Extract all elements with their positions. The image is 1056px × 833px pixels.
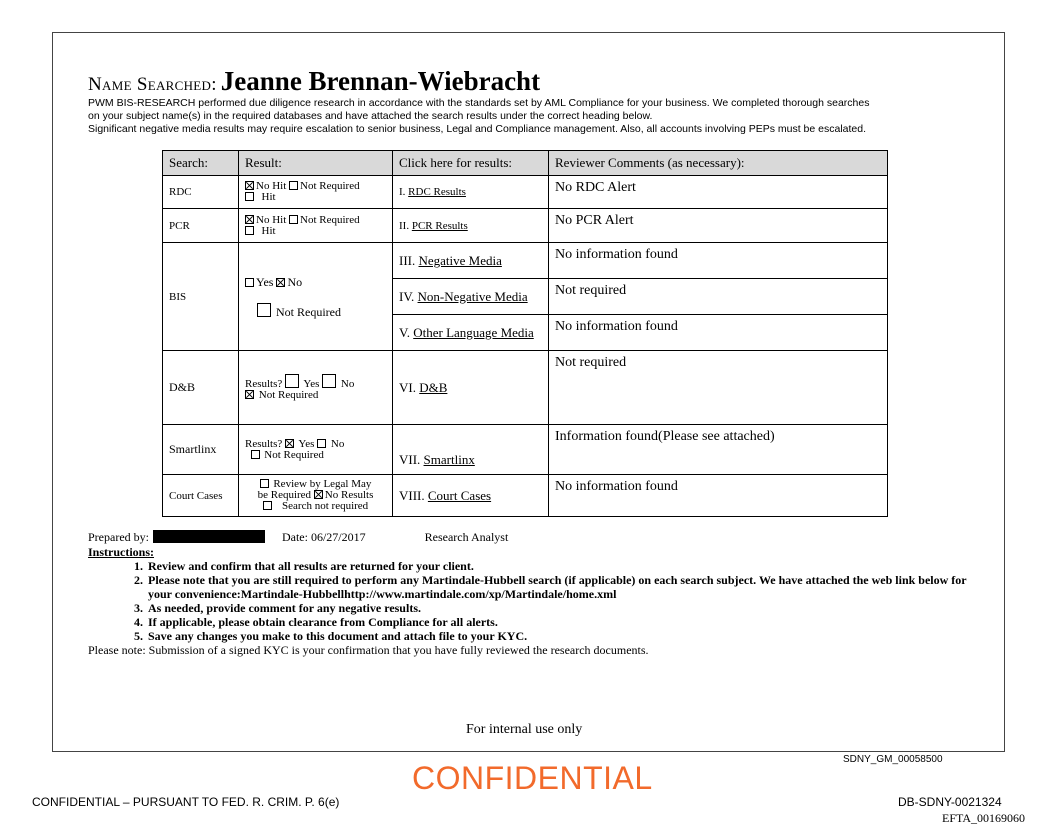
checkbox-checked[interactable]	[245, 215, 254, 224]
checkbox[interactable]	[245, 226, 254, 235]
comment-db: Not required	[549, 351, 888, 425]
list-item: 4. If applicable, please obtain clearance from Compliance for all alerts.	[146, 615, 988, 629]
link-cell-db: VI. D&B	[393, 351, 549, 425]
col-header-result: Result:	[239, 151, 393, 176]
confidential-rule-notice: CONFIDENTIAL – PURSUANT TO FED. R. CRIM. P. 6(e)	[32, 795, 340, 809]
results-table	[162, 150, 888, 517]
name-searched-heading	[88, 66, 540, 97]
table-row-bis	[163, 243, 888, 279]
checkbox-checked[interactable]	[276, 278, 285, 287]
checkbox-checked[interactable]	[245, 390, 254, 399]
efta-number: EFTA_00169060	[942, 811, 1026, 825]
link-cell-non-negative-media: IV. Non-Negative Media	[393, 279, 549, 315]
checkbox[interactable]	[263, 501, 272, 510]
table-row-smartlinx	[163, 425, 888, 475]
table-row-court-cases	[163, 475, 888, 517]
prepared-role: Research Analyst	[424, 530, 509, 544]
checkbox-checked[interactable]	[314, 490, 323, 499]
checkbox[interactable]	[289, 215, 298, 224]
link-cell-court-cases: VIII. Court Cases	[393, 475, 549, 517]
kyc-note: Please note: Submission of a signed KYC is your confirmation that you have fully reviewed the research documents.	[88, 643, 649, 657]
prepared-by-line	[88, 530, 508, 545]
checkbox[interactable]	[285, 374, 299, 388]
search-smartlinx: Smartlinx	[163, 425, 239, 475]
search-court-cases: Court Cases	[163, 475, 239, 517]
checkbox[interactable]	[260, 479, 269, 488]
checkbox[interactable]	[245, 278, 254, 287]
search-pcr: PCR	[163, 209, 239, 243]
col-header-search: Search:	[163, 151, 239, 176]
intro-line: PWM BIS-RESEARCH performed due diligence research in accordance with the standards set by AML Compliance for your business. We completed thorough searches	[88, 97, 870, 109]
checkbox[interactable]	[251, 450, 260, 459]
list-item: 2. Please note that you are still required to perform any Martindale-Hubbell search (if applicable) on each search subject. We have attached the web link below for your convenience:Martindale-Hubbellhttp://www.martindale.com/xp/Martindale/home.xml	[146, 573, 988, 601]
other-language-media-link[interactable]: Other Language Media	[413, 324, 534, 340]
col-header-link: Click here for results:	[393, 151, 549, 176]
db-link[interactable]: D&B	[419, 379, 448, 395]
col-header-comments: Reviewer Comments (as necessary):	[549, 151, 888, 176]
court-cases-link[interactable]: Court Cases	[427, 487, 492, 503]
link-cell-negative-media: III. Negative Media	[393, 243, 549, 279]
search-rdc: RDC	[163, 176, 239, 209]
sdny-bates-number: SDNY_GM_00058500	[843, 754, 943, 765]
intro-line: Significant negative media results may require escalation to senior business, Legal and Compliance management. Also, all accounts involving PEPs must be escalated.	[88, 123, 867, 135]
checkbox[interactable]	[257, 303, 271, 317]
pcr-results-link[interactable]: PCR Results	[411, 219, 468, 232]
comment-rdc: No RDC Alert	[549, 176, 888, 209]
search-bis: BIS	[163, 243, 239, 351]
instructions-heading: Instructions:	[88, 545, 155, 559]
comment-pcr: No PCR Alert	[549, 209, 888, 243]
checkbox[interactable]	[245, 192, 254, 201]
link-cell-other-language-media: V. Other Language Media	[393, 315, 549, 351]
result-db: Results? Yes No Not Required	[239, 351, 393, 425]
checkbox-checked[interactable]	[285, 439, 294, 448]
subject-name: Jeanne Brennan-Wiebracht	[220, 66, 541, 96]
prepared-by-label: Prepared by:	[88, 530, 149, 544]
checkbox-checked[interactable]	[245, 181, 254, 190]
result-smartlinx: Results? Yes No Not Required	[239, 425, 393, 475]
search-db: D&B	[163, 351, 239, 425]
link-cell-pcr: II. PCR Results	[393, 209, 549, 243]
table-row-pcr	[163, 209, 888, 243]
non-negative-media-link[interactable]: Non-Negative Media	[417, 288, 528, 304]
list-item: 5. Save any changes you make to this document and attach file to your KYC.	[146, 629, 988, 643]
intro-line: on your subject name(s) in the required databases and have attached the search results under the correct heading below.	[88, 110, 653, 122]
comment-court-cases: No information found	[549, 475, 888, 517]
intro-text	[88, 97, 988, 136]
internal-use-label: For internal use only	[466, 722, 583, 737]
checkbox[interactable]	[322, 374, 336, 388]
list-item: 3. As needed, provide comment for any negative results.	[146, 601, 988, 615]
result-bis: Yes No Not Required	[239, 243, 393, 351]
negative-media-link[interactable]: Negative Media	[418, 252, 502, 268]
checkbox[interactable]	[317, 439, 326, 448]
comment-negative-media: No information found	[549, 243, 888, 279]
comment-other-language-media: No information found	[549, 315, 888, 351]
table-row-rdc	[163, 176, 888, 209]
db-bates-number: DB-SDNY-0021324	[898, 795, 1002, 809]
table-row-db	[163, 351, 888, 425]
list-item: 1. Review and confirm that all results are returned for your client.	[146, 559, 988, 573]
confidential-stamp: CONFIDENTIAL	[412, 760, 653, 796]
redaction-bar	[153, 530, 265, 543]
smartlinx-link[interactable]: Smartlinx	[423, 452, 475, 467]
table-header-row	[163, 151, 888, 176]
comment-smartlinx: Information found(Please see attached)	[549, 425, 888, 475]
instructions	[88, 545, 988, 657]
checkbox[interactable]	[289, 181, 298, 190]
prepared-date: Date: 06/27/2017	[281, 530, 366, 544]
name-searched-label: Name Searched:	[88, 74, 217, 95]
link-cell-smartlinx: VII. Smartlinx	[393, 425, 549, 475]
instructions-list	[88, 559, 988, 643]
link-cell-rdc: I. RDC Results	[393, 176, 549, 209]
rdc-results-link[interactable]: RDC Results	[408, 186, 466, 198]
comment-non-negative-media: Not required	[549, 279, 888, 315]
result-pcr: No Hit Not Required Hit	[239, 209, 393, 243]
result-court-cases: Review by Legal May be Required No Results Search not required	[239, 475, 393, 517]
result-rdc: No Hit Not Required Hit	[239, 176, 393, 209]
